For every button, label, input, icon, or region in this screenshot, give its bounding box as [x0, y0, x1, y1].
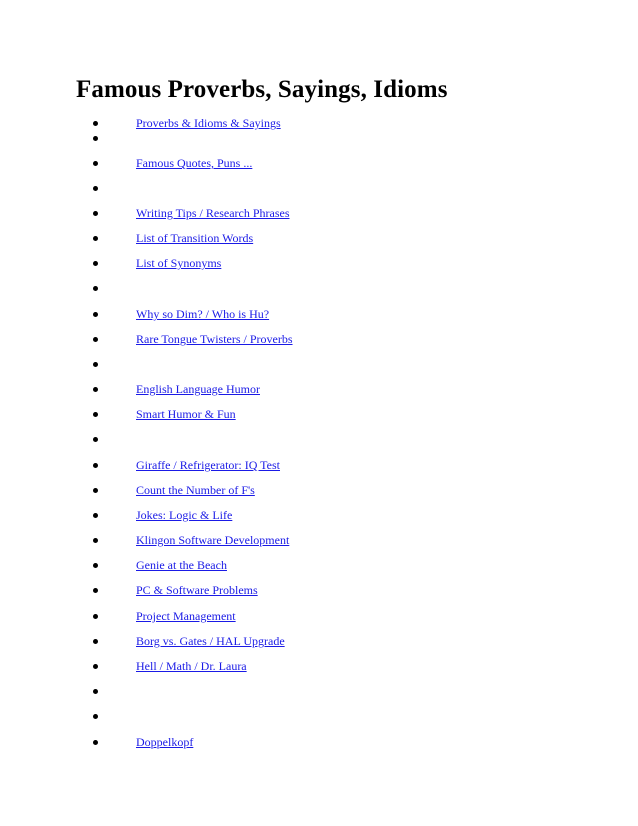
list-item [0, 633, 638, 649]
bullet-icon [93, 136, 98, 141]
list-item [0, 155, 638, 171]
list-item [0, 734, 638, 750]
bullet-icon [93, 563, 98, 568]
bullet-icon [93, 714, 98, 719]
list-link[interactable]: Why so Dim? / Who is Hu? [136, 307, 270, 321]
list-link[interactable]: English Language Humor [136, 382, 260, 396]
list-link[interactable]: List of Transition Words [136, 231, 254, 245]
list-item [0, 130, 638, 146]
list-item [0, 582, 638, 598]
list-item [0, 255, 638, 271]
list-link[interactable]: Borg vs. Gates / HAL Upgrade [136, 634, 285, 648]
list-link[interactable]: Count the Number of F's [136, 483, 255, 497]
list-link[interactable]: Hell / Math / Dr. Laura [136, 659, 247, 673]
list-link[interactable]: Smart Humor & Fun [136, 407, 236, 421]
bullet-icon [93, 186, 98, 191]
bullet-icon [93, 286, 98, 291]
bullet-icon [93, 387, 98, 392]
bullet-icon [93, 614, 98, 619]
bullet-icon [93, 639, 98, 644]
bullet-icon [93, 261, 98, 266]
list-link[interactable]: Proverbs & Idioms & Sayings [136, 116, 281, 130]
list-link[interactable]: Klingon Software Development [136, 533, 290, 547]
list-item [0, 457, 638, 473]
list-item [0, 180, 638, 196]
list-link[interactable]: PC & Software Problems [136, 583, 258, 597]
list-item [0, 557, 638, 573]
list-item [0, 306, 638, 322]
list-item [0, 205, 638, 221]
bullet-icon [93, 412, 98, 417]
bullet-icon [93, 437, 98, 442]
list-item [0, 482, 638, 498]
bullet-icon [93, 664, 98, 669]
bullet-icon [93, 588, 98, 593]
list-item [0, 381, 638, 397]
list-item [0, 532, 638, 548]
bullet-icon [93, 538, 98, 543]
list-link[interactable]: Genie at the Beach [136, 558, 227, 572]
bullet-icon [93, 740, 98, 745]
list-item [0, 683, 638, 699]
list-item [0, 331, 638, 347]
list-item [0, 356, 638, 372]
bullet-icon [93, 337, 98, 342]
bullet-icon [93, 463, 98, 468]
page-title: Famous Proverbs, Sayings, Idioms [76, 76, 448, 103]
bullet-icon [93, 236, 98, 241]
list-item [0, 708, 638, 724]
list-link[interactable]: Project Management [136, 609, 236, 623]
list-item [0, 431, 638, 447]
list-item [0, 507, 638, 523]
bullet-icon [93, 488, 98, 493]
list-item [0, 115, 638, 131]
list-link[interactable]: Jokes: Logic & Life [136, 508, 233, 522]
list-link[interactable]: List of Synonyms [136, 256, 222, 270]
bullet-icon [93, 312, 98, 317]
list-link[interactable]: Writing Tips / Research Phrases [136, 206, 290, 220]
list-item [0, 406, 638, 422]
list-item [0, 608, 638, 624]
list-link[interactable]: Rare Tongue Twisters / Proverbs [136, 332, 293, 346]
list-item [0, 230, 638, 246]
list-link[interactable]: Famous Quotes, Puns ... [136, 156, 253, 170]
bullet-icon [93, 121, 98, 126]
bullet-icon [93, 513, 98, 518]
bullet-icon [93, 689, 98, 694]
bullet-icon [93, 362, 98, 367]
list-item [0, 658, 638, 674]
bullet-icon [93, 161, 98, 166]
list-link[interactable]: Doppelkopf [136, 735, 194, 749]
bullet-icon [93, 211, 98, 216]
list-link[interactable]: Giraffe / Refrigerator: IQ Test [136, 458, 280, 472]
list-item [0, 280, 638, 296]
